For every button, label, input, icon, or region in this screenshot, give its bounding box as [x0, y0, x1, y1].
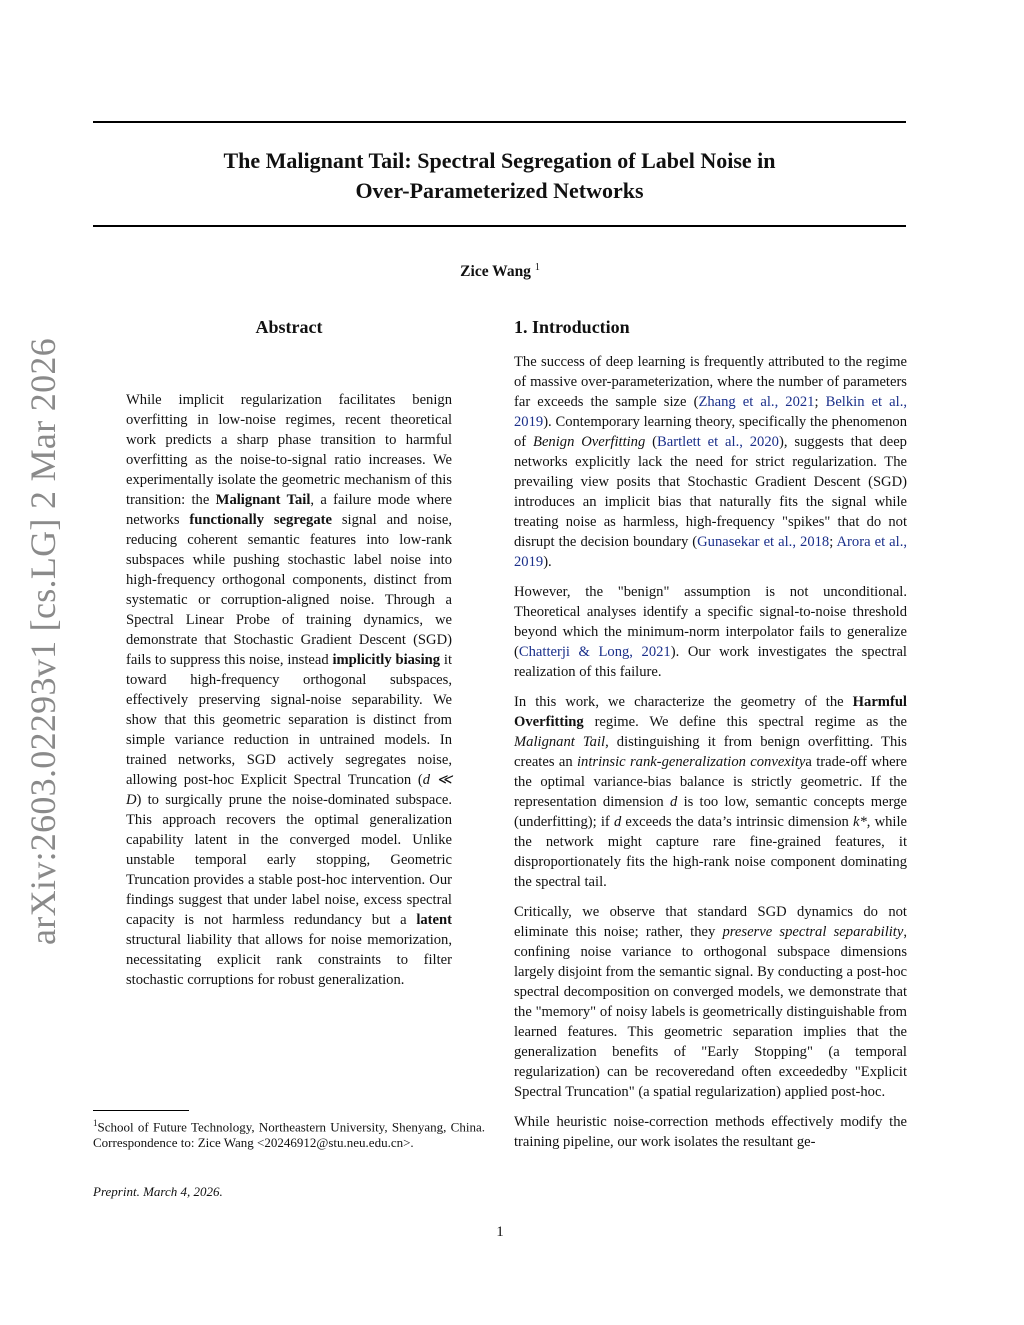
- intro-run: ).: [543, 554, 552, 570]
- intro-run: ;: [829, 534, 837, 550]
- abstract-run: it toward high-frequency orthogonal subspaces, effectively preserving signal-noise separability. We show that this geometric separation is distinct from simple variance reduction in untrained models. In trained networks, SGD actively segregates noise, allowing post-hoc Explicit Spectral Truncation (: [126, 652, 452, 788]
- intro-run: , distinguishing it from benign overfitting. This creates an: [514, 734, 907, 770]
- citation-link[interactable]: Gunasekar et al., 2018: [697, 534, 830, 550]
- page-number: 1: [496, 1224, 504, 1240]
- intro-math: k*: [852, 814, 867, 830]
- intro-paragraph-3: [514, 692, 907, 892]
- intro-run: (: [645, 434, 658, 450]
- intro-run: , while the network might capture rare fine-grained features, it disproportionately fits the high-rank noise component dominating the spectral tail.: [514, 814, 907, 890]
- author-name: Zice Wang: [460, 263, 531, 281]
- intro-paragraph-5: [514, 1112, 907, 1152]
- abstract-run: signal and noise, reducing coherent semantic features into low-rank subspaces while pushing stochastic label noise into high-frequency orthogonal components, distinct from systematic or corruption-aligned noise. Through a Spectral Linear Probe of training dynamics, we demonstrate that Stochastic Gradient Descent (SGD) fails to suppress this noise, instead: [126, 512, 452, 668]
- abstract-bold-term: Malignant Tail: [215, 492, 311, 508]
- affiliation-footnote: [93, 1115, 485, 1151]
- abstract-bold-term: implicitly biasing: [332, 652, 441, 668]
- title-top-rule: [93, 121, 906, 123]
- intro-run: While heuristic noise-correction methods effectively modify the training pipeline, our work isolates the resultant ge-: [514, 1114, 907, 1150]
- intro-run: is too low, semantic concepts merge (underfitting); if: [514, 794, 907, 830]
- abstract-run: ) to surgically prune the noise-dominated subspace. This approach recovers the optimal generalization capability latent in the converged model. Unlike unstable temporal early stopping, Geometric Truncation provides a stable post-hoc intervention. Our findings suggest that under label noise, excess spectral capacity is not harmless redundancy but a: [126, 792, 452, 928]
- intro-run: However, the "benign" assumption is not unconditional. Theoretical analyses identify a specific signal-to-noise threshold beyond which the minimum-norm interpolator fails to generalize (: [514, 584, 907, 660]
- author-affiliation-mark: 1: [534, 262, 540, 273]
- footnote-mark: 1: [93, 1118, 98, 1128]
- intro-run: Critically, we observe that standard SGD dynamics do not eliminate this noise; rather, they: [514, 904, 907, 940]
- arxiv-watermark: arXiv:2603.02293v1 [cs.LG] 2 Mar 2026: [23, 338, 63, 945]
- intro-run: The success of deep learning is frequently attributed to the regime of massive over-parameterization, where the number of parameters far exceeds the sample size (: [514, 354, 907, 410]
- intro-math: d: [613, 814, 622, 830]
- intro-run: ), suggests that deep networks explicitly lack the need for strict regularization. The prevailing view posits that Stochastic Gradient Descent (SGD) introduces an implicit bias that naturally fits the signal while treating noise as harmless, high-frequency "spikes" that do not disrupt the decision boundary (: [514, 434, 907, 550]
- intro-run: ;: [814, 394, 826, 410]
- intro-italic-term: preserve spectral separability: [722, 924, 904, 940]
- intro-italic-term: Malignant Tail: [514, 734, 606, 750]
- author-line: [0, 262, 1000, 281]
- footnote-text: School of Future Technology, Northeastern University, Shenyang, China. Correspondence to: Zice Wang <20246912@stu.neu.edu.cn>.: [93, 1119, 485, 1151]
- intro-paragraph-1: [514, 352, 907, 572]
- intro-run: ). Our work investigates the spectral realization of this failure.: [514, 644, 907, 680]
- intro-italic-term: Benign Overfitting: [533, 434, 646, 450]
- intro-paragraph-2: [514, 582, 907, 682]
- intro-bold-term: Harmful Overfitting: [514, 694, 907, 730]
- footnote-rule: [93, 1110, 189, 1111]
- citation-link[interactable]: Bartlett et al., 2020: [657, 434, 779, 450]
- preprint-note: Preprint. March 4, 2026.: [93, 1184, 223, 1199]
- title-line-2: Over-Parameterized Networks: [355, 178, 644, 203]
- intro-run: In this work, we characterize the geometry of the: [514, 694, 853, 710]
- title-line-1: The Malignant Tail: Spectral Segregation of Label Noise in: [223, 148, 776, 173]
- citation-link[interactable]: Chatterji & Long, 2021: [518, 644, 671, 660]
- intro-run: ). Contemporary learning theory, specifically the phenomenon of: [514, 414, 907, 450]
- abstract-run: structural liability that allows for noise memorization, necessitating explicit rank constraints to filter stochastic corruptions for robust generalization.: [126, 932, 452, 988]
- intro-run: a trade-off where the optimal variance-bias balance is strictly geometric. If the representation dimension: [514, 754, 907, 810]
- abstract-bold-term: latent: [416, 912, 452, 928]
- introduction-body: [514, 352, 907, 1162]
- abstract-text: [126, 390, 452, 990]
- intro-math: d: [670, 794, 678, 810]
- title-bottom-rule: [93, 225, 906, 227]
- intro-italic-term: intrinsic rank-generalization convexity: [577, 754, 806, 770]
- abstract-bold-term: functionally segregate: [189, 512, 332, 528]
- abstract-math: d ≪ D: [126, 772, 452, 808]
- abstract-run: While implicit regularization facilitates benign overfitting in low-noise regimes, recent theoretical work predicts a sharp phase transition to harmful overfitting as the noise-to-signal ratio increases. We experimentally isolate the geometric mechanism of this transition: the: [126, 392, 452, 508]
- citation-link[interactable]: Zhang et al., 2021: [698, 394, 815, 410]
- abstract-run: , a failure mode where networks: [126, 492, 452, 528]
- paper-title: [93, 146, 906, 206]
- introduction-heading: 1. Introduction: [514, 317, 630, 337]
- intro-paragraph-4: [514, 902, 907, 1102]
- intro-run: exceeds the data’s intrinsic dimension: [621, 814, 853, 830]
- citation-link[interactable]: Belkin et al., 2019: [514, 394, 908, 430]
- abstract-heading: Abstract: [255, 317, 323, 337]
- citation-link[interactable]: Arora et al., 2019: [514, 534, 907, 570]
- intro-run: , confining noise variance to orthogonal subspace dimensions largely disjoint from the semantic signal. By conducting a post-hoc spectral decomposition on converged models, we demonstrate that the "memory" of noisy labels is geometrically distinguishable from learned features. This geometric separation implies that the generalization benefits of "Early Stopping" (a temporal regularization) can be recoveredand often exceededby "Explicit Spectral Truncation" (a spatial regularization) applied post-hoc.: [514, 924, 907, 1100]
- intro-run: regime. We define this spectral regime as the: [583, 714, 907, 730]
